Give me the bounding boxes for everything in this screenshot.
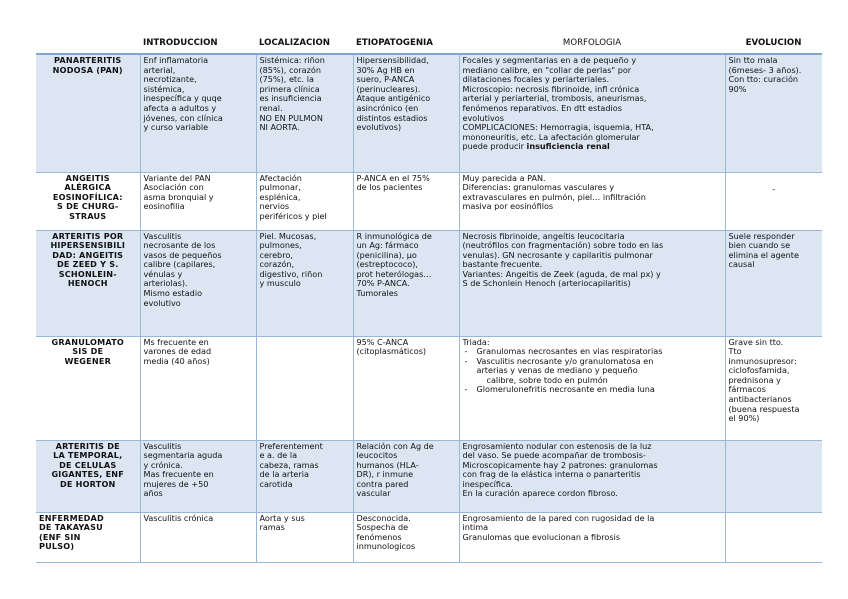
cell-localizacion: Afectación pulmonar, esplénica, nervios periféricos y piel (256, 172, 353, 230)
cell-etiopatogenia: R inmunológica de un Ag: fármaco (penicilina), µo (estreptococo), prot heterólogas… 70% P-ANCA. Tumorales (353, 230, 459, 336)
cell-localizacion: Piel. Mucosas, pulmones, cerebro, corazón, digestivo, riñon y musculo (256, 230, 353, 336)
cell-morfologia: Triada: - Granulomas necrosantes en vias respiratorias - Vasculitis necrosante y/o granulomatosa en arterias y venas de mediano y pequeño calibre, sobre todo en pulmón - Glomerulonefritis necrosante en media luna (459, 336, 725, 440)
cell-localizacion: Sistémica: riñon (85%), corazón (75%), etc. la primera clínica es insuficiencia renal. NO EN PULMON NI AORTA. (256, 54, 353, 172)
header-etiopatogenia: ETIOPATOGENIA (353, 34, 459, 54)
cell-localizacion: Preferentement e a. de la cabeza, ramas de la arteria carotida (256, 440, 353, 512)
header-evolucion: EVOLUCION (725, 34, 822, 54)
table-row (36, 172, 822, 230)
header-morfologia: MORFOLOGIA (459, 34, 725, 54)
cell-morfologia: Muy parecida a PAN. Diferencias: granulomas vasculares y extravasculares en pulmón, piel… infiltración masiva por eosinófilos (459, 172, 725, 230)
table-row (36, 54, 822, 172)
cell-etiopatogenia: Desconocida. Sospecha de fenómenos inmunologicos (353, 512, 459, 562)
table-row (36, 336, 822, 440)
triad-list (463, 347, 722, 395)
row-title: ANGEITIS ALÉRGICA EOSINOFÍLICA: S DE CHURG- STRAUS (36, 172, 140, 230)
table-row (36, 512, 822, 562)
row-title: ARTERITIS DE LA TEMPORAL, DE CELULAS GIGANTES, ENF DE HORTON (36, 440, 140, 512)
cell-etiopatogenia: 95% C-ANCA (citoplasmáticos) (353, 336, 459, 440)
cell-introduccion: Vasculitis necrosante de los vasos de pequeños calibre (capilares, vénulas y arteriolas). Mismo estadio evolutivo (140, 230, 256, 336)
cell-introduccion: Enf inflamatoria arterial, necrotizante, sistémica, inespecífica y quqe afecta a adultos y jóvenes, con clínica y curso variable (140, 54, 256, 172)
cell-morfologia: Necrosis fibrinoide, angeítis leucocitaria (neutrófilos con fragmentación) sobre todo en las venulas). GN necrosante y capilaritis pulmonar bastante frecuente. Variantes: Angeitis de Zeek (aguda, de mal px) y S de Schonlein Henoch (arteriocapilaritis) (459, 230, 725, 336)
cell-evolucion: Suele responder bien cuando se elimina el agente causal (725, 230, 822, 336)
header-row (36, 34, 822, 54)
list-item: - Glomerulonefritis necrosante en media luna (477, 385, 722, 395)
cell-localizacion: Aorta y sus ramas (256, 512, 353, 562)
cell-etiopatogenia: Hipersensibilidad, 30% Ag HB en suero, P-ANCA (perinucleares). Ataque antigénico asincrónico (en distintos estadios evolutivos) (353, 54, 459, 172)
cell-morfologia: Engrosamiento de la pared con rugosidad de la intima Granulomas que evolucionan a fibrosis (459, 512, 725, 562)
row-title: GRANULOMATO SIS DE WEGENER (36, 336, 140, 440)
cell-evolucion: Grave sin tto. Tto inmunosupresor: ciclofosfamida, prednisona y fármacos antibacterianos (buena respuesta el 90%) (725, 336, 822, 440)
row-title: ENFERMEDAD DE TAKAYASU (ENF SIN PULSO) (36, 512, 140, 562)
cell-introduccion: Vasculitis crónica (140, 512, 256, 562)
cell-introduccion: Ms frecuente en varones de edad media (40 años) (140, 336, 256, 440)
table-row (36, 230, 822, 336)
cell-evolucion (725, 440, 822, 512)
row-title: ARTERITIS POR HIPERSENSIBILI DAD: ANGEITIS DE ZEED Y S. SCHONLEIN- HENOCH (36, 230, 140, 336)
header-empty (36, 34, 140, 54)
cell-introduccion: Variante del PAN Asociación con asma bronquial y eosinofilia (140, 172, 256, 230)
header-introduccion: INTRODUCCION (140, 34, 256, 54)
header-localizacion: LOCALIZACION (256, 34, 353, 54)
document-page (36, 34, 822, 563)
vasculitis-table (36, 34, 822, 563)
table-row (36, 440, 822, 512)
cell-evolucion: - (725, 172, 822, 230)
cell-etiopatogenia: Relación con Ag de leucocitos humanos (HLA- DR), r inmune contra pared vascular (353, 440, 459, 512)
cell-localizacion (256, 336, 353, 440)
emphasis-insuficiencia-renal: insuficiencia renal (526, 141, 610, 152)
list-item: - Granulomas necrosantes en vias respiratorias (477, 347, 722, 357)
cell-evolucion: Sin tto mala (6meses- 3 años). Con tto: curación 90% (725, 54, 822, 172)
row-title: PANARTERITIS NODOSA (PAN) (36, 54, 140, 172)
cell-evolucion (725, 512, 822, 562)
cell-morfologia: Focales y segmentarias en a de pequeño y mediano calibre, en "collar de perlas" por dilataciones focales y periarteriales. Microscopio: necrosis fibrinoide, infl crónica arterial y periarterial, trombosis, aneurismas, fenómenos reparativos. En dtt estadios evolutivos COMPLICACIONES: Hemorragia, isquemia, HTA, mononeuritis, etc. La afectación glomerular puede producir insuficiencia renal (459, 54, 725, 172)
cell-morfologia: Engrosamiento nodular con estenosis de la luz del vaso. Se puede acompañar de trombosis- Microscopicamente hay 2 patrones: granulomas con frag de la elástica interna o panarteritis inespecífica. En la curación aparece cordon fibroso. (459, 440, 725, 512)
cell-introduccion: Vasculitis segmentaria aguda y crónica. Mas frecuente en mujeres de +50 años (140, 440, 256, 512)
cell-etiopatogenia: P-ANCA en el 75% de los pacientes (353, 172, 459, 230)
list-item: - Vasculitis necrosante y/o granulomatosa en arterias y venas de mediano y pequeño calibre, sobre todo en pulmón (477, 357, 722, 386)
